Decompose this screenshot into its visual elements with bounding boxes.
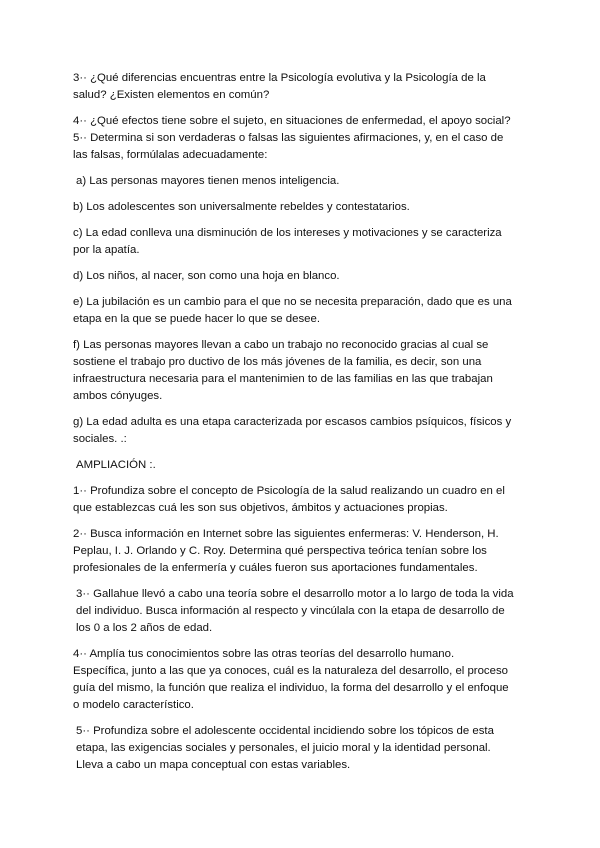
text-line: del individuo. Busca información al respecto y vincúlala con la etapa de desarrollo de bbox=[76, 605, 505, 617]
text-line: por la apatía. bbox=[73, 244, 140, 256]
text-line: las falsas, formúlalas adecuadamente: bbox=[73, 149, 268, 161]
text-line: ambos cónyuges. bbox=[73, 390, 163, 402]
text-line: infraestructura necesaria para el mantenimien to de las familias en las que trabajan bbox=[73, 373, 493, 385]
text-line: salud? ¿Existen elementos en común? bbox=[73, 89, 270, 101]
text-line: g) La edad adulta es una etapa caracterizada por escasos cambios psíquicos, físicos y bbox=[73, 416, 512, 428]
text-line: f) Las personas mayores llevan a cabo un trabajo no reconocido gracias al cual se bbox=[73, 339, 489, 351]
question-5 bbox=[73, 130, 528, 164]
statement-f bbox=[73, 337, 528, 405]
text-line: 4·· Amplía tus conocimientos sobre las otras teorías del desarrollo humano. bbox=[73, 648, 455, 660]
ampliacion-2 bbox=[73, 526, 528, 577]
text-line: que establezcas cuá les son sus objetivos, ámbitos y actuaciones propias. bbox=[73, 502, 448, 514]
statement-e bbox=[73, 294, 528, 328]
text-line: Peplau, I. J. Orlando y C. Roy. Determina qué perspectiva teórica tenían sobre los bbox=[73, 545, 487, 557]
text-line: 3·· Gallahue llevó a cabo una teoría sobre el desarrollo motor a lo largo de toda la vida bbox=[76, 588, 514, 600]
ampliacion-3 bbox=[73, 586, 528, 637]
text-line: d) Los niños, al nacer, son como una hoja en blanco. bbox=[73, 270, 340, 282]
text-line: Específica, junto a las que ya conoces, cuál es la naturaleza del desarrollo, el proceso bbox=[73, 665, 508, 677]
text-line: etapa, las exigencias sociales y personales, el juicio moral y la identidad personal. bbox=[76, 742, 491, 754]
ampliacion-5 bbox=[73, 723, 528, 774]
text-line: profesionales de la enfermería y cuáles fueron sus aportaciones fundamentales. bbox=[73, 562, 478, 574]
text-line: 4·· ¿Qué efectos tiene sobre el sujeto, en situaciones de enfermedad, el apoyo social? bbox=[73, 115, 511, 127]
ampliacion-4 bbox=[73, 646, 528, 714]
text-line: b) Los adolescentes son universalmente rebeldes y contestatarios. bbox=[73, 201, 410, 213]
text-line: 2·· Busca información en Internet sobre las siguientes enfermeras: V. Henderson, H. bbox=[73, 528, 499, 540]
text-line: 1·· Profundiza sobre el concepto de Psicología de la salud realizando un cuadro en el bbox=[73, 485, 505, 497]
text-line: los 0 a los 2 años de edad. bbox=[76, 622, 213, 634]
text-line: e) La jubilación es un cambio para el que no se necesita preparación, dado que es una bbox=[73, 296, 512, 308]
text-line: 5·· Profundiza sobre el adolescente occidental incidiendo sobre los tópicos de esta bbox=[76, 725, 494, 737]
question-3 bbox=[73, 70, 528, 104]
section-heading-ampliacion bbox=[73, 457, 528, 474]
section-heading: AMPLIACIÓN :. bbox=[76, 459, 156, 471]
text-line: etapa en la que se puede hacer lo que se desee. bbox=[73, 313, 320, 325]
text-line: 5·· Determina si son verdaderas o falsas las siguientes afirmaciones, y, en el caso de bbox=[73, 132, 504, 144]
text-line: a) Las personas mayores tienen menos inteligencia. bbox=[76, 175, 340, 187]
question-4 bbox=[73, 113, 528, 130]
statement-g bbox=[73, 414, 528, 448]
ampliacion-1 bbox=[73, 483, 528, 517]
text-line: c) La edad conlleva una disminución de los intereses y motivaciones y se caracteriza bbox=[73, 227, 502, 239]
text-line: guía del mismo, la función que realiza el individuo, la forma del desarrollo y el enfoque bbox=[73, 682, 509, 694]
statement-c bbox=[73, 225, 528, 259]
text-line: o modelo característico. bbox=[73, 699, 194, 711]
text-line: sociales. .: bbox=[73, 433, 127, 445]
text-line: Lleva a cabo un mapa conceptual con estas variables. bbox=[76, 759, 351, 771]
statement-d bbox=[73, 268, 528, 285]
statement-a bbox=[73, 173, 528, 190]
statement-b bbox=[73, 199, 528, 216]
text-line: 3·· ¿Qué diferencias encuentras entre la Psicología evolutiva y la Psicología de la bbox=[73, 72, 486, 84]
text-line: sostiene el trabajo pro ductivo de los más jóvenes de la familia, es decir, son una bbox=[73, 356, 482, 368]
